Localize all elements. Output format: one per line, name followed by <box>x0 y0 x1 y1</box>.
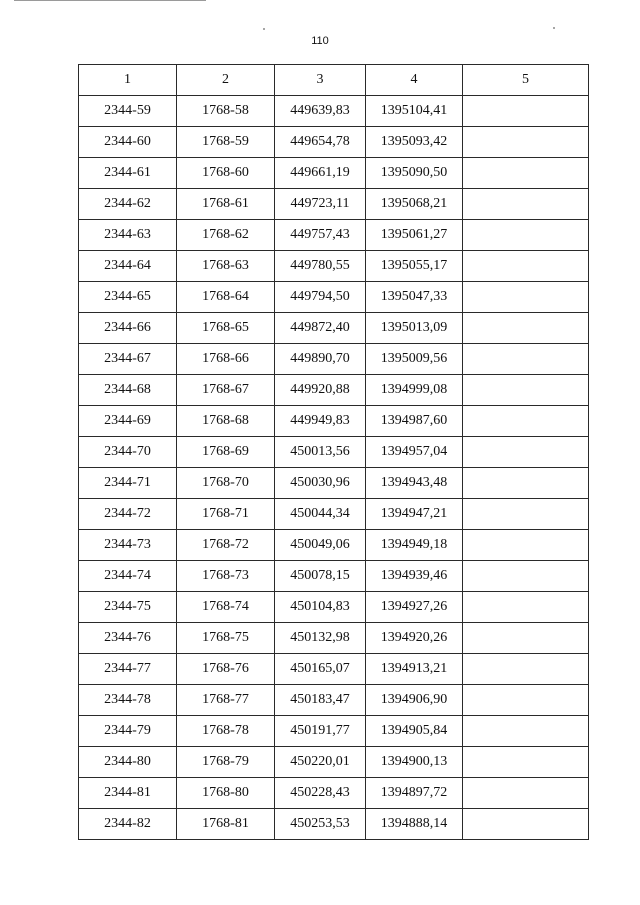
table-row <box>79 561 589 592</box>
x-coordinate-cell: 450228,43 <box>275 778 366 809</box>
table-row <box>79 127 589 158</box>
table-row <box>79 344 589 375</box>
ref-point-cell: 1768-73 <box>177 561 275 592</box>
note-cell <box>463 127 589 158</box>
note-cell <box>463 251 589 282</box>
ref-point-cell: 1768-58 <box>177 96 275 127</box>
x-coordinate-cell: 450183,47 <box>275 685 366 716</box>
table-row <box>79 623 589 654</box>
table-row <box>79 313 589 344</box>
ref-point-cell: 1768-79 <box>177 747 275 778</box>
note-cell <box>463 778 589 809</box>
column-header: 3 <box>275 65 366 96</box>
ref-point-cell: 1768-80 <box>177 778 275 809</box>
note-cell <box>463 809 589 840</box>
page-number: 110 <box>311 35 329 47</box>
table-row <box>79 282 589 313</box>
ref-point-cell: 1768-71 <box>177 499 275 530</box>
x-coordinate-cell: 450078,15 <box>275 561 366 592</box>
point-number-cell: 2344-67 <box>79 344 177 375</box>
scan-speck <box>553 27 555 29</box>
table-row <box>79 654 589 685</box>
table-row <box>79 437 589 468</box>
x-coordinate-cell: 449661,19 <box>275 158 366 189</box>
x-coordinate-cell: 449639,83 <box>275 96 366 127</box>
table-row <box>79 375 589 406</box>
y-coordinate-cell: 1395061,27 <box>366 220 463 251</box>
ref-point-cell: 1768-63 <box>177 251 275 282</box>
y-coordinate-cell: 1395093,42 <box>366 127 463 158</box>
point-number-cell: 2344-61 <box>79 158 177 189</box>
x-coordinate-cell: 450049,06 <box>275 530 366 561</box>
y-coordinate-cell: 1394987,60 <box>366 406 463 437</box>
point-number-cell: 2344-76 <box>79 623 177 654</box>
note-cell <box>463 158 589 189</box>
note-cell <box>463 344 589 375</box>
table-row <box>79 189 589 220</box>
x-coordinate-cell: 450191,77 <box>275 716 366 747</box>
y-coordinate-cell: 1395047,33 <box>366 282 463 313</box>
note-cell <box>463 313 589 344</box>
x-coordinate-cell: 449920,88 <box>275 375 366 406</box>
x-coordinate-cell: 449872,40 <box>275 313 366 344</box>
ref-point-cell: 1768-59 <box>177 127 275 158</box>
ref-point-cell: 1768-69 <box>177 437 275 468</box>
table-row <box>79 220 589 251</box>
x-coordinate-cell: 449780,55 <box>275 251 366 282</box>
point-number-cell: 2344-77 <box>79 654 177 685</box>
note-cell <box>463 561 589 592</box>
y-coordinate-cell: 1395104,41 <box>366 96 463 127</box>
ref-point-cell: 1768-72 <box>177 530 275 561</box>
x-coordinate-cell: 449757,43 <box>275 220 366 251</box>
point-number-cell: 2344-59 <box>79 96 177 127</box>
table-header-row <box>79 65 589 96</box>
note-cell <box>463 96 589 127</box>
note-cell <box>463 747 589 778</box>
column-header: 1 <box>79 65 177 96</box>
ref-point-cell: 1768-74 <box>177 592 275 623</box>
note-cell <box>463 220 589 251</box>
table-row <box>79 499 589 530</box>
ref-point-cell: 1768-65 <box>177 313 275 344</box>
x-coordinate-cell: 450104,83 <box>275 592 366 623</box>
y-coordinate-cell: 1395055,17 <box>366 251 463 282</box>
point-number-cell: 2344-81 <box>79 778 177 809</box>
point-number-cell: 2344-63 <box>79 220 177 251</box>
note-cell <box>463 282 589 313</box>
table-row <box>79 778 589 809</box>
point-number-cell: 2344-64 <box>79 251 177 282</box>
note-cell <box>463 406 589 437</box>
y-coordinate-cell: 1394897,72 <box>366 778 463 809</box>
x-coordinate-cell: 449794,50 <box>275 282 366 313</box>
ref-point-cell: 1768-61 <box>177 189 275 220</box>
y-coordinate-cell: 1394947,21 <box>366 499 463 530</box>
table-row <box>79 716 589 747</box>
y-coordinate-cell: 1394906,90 <box>366 685 463 716</box>
point-number-cell: 2344-75 <box>79 592 177 623</box>
column-header: 5 <box>463 65 589 96</box>
ref-point-cell: 1768-62 <box>177 220 275 251</box>
x-coordinate-cell: 449949,83 <box>275 406 366 437</box>
point-number-cell: 2344-72 <box>79 499 177 530</box>
y-coordinate-cell: 1394913,21 <box>366 654 463 685</box>
scan-edge-line <box>14 0 206 1</box>
ref-point-cell: 1768-66 <box>177 344 275 375</box>
point-number-cell: 2344-66 <box>79 313 177 344</box>
point-number-cell: 2344-73 <box>79 530 177 561</box>
x-coordinate-cell: 450013,56 <box>275 437 366 468</box>
table-row <box>79 530 589 561</box>
x-coordinate-cell: 450030,96 <box>275 468 366 499</box>
x-coordinate-cell: 450220,01 <box>275 747 366 778</box>
ref-point-cell: 1768-77 <box>177 685 275 716</box>
point-number-cell: 2344-62 <box>79 189 177 220</box>
note-cell <box>463 189 589 220</box>
table-body <box>79 96 589 840</box>
ref-point-cell: 1768-60 <box>177 158 275 189</box>
x-coordinate-cell: 450165,07 <box>275 654 366 685</box>
table-row <box>79 592 589 623</box>
ref-point-cell: 1768-67 <box>177 375 275 406</box>
y-coordinate-cell: 1394888,14 <box>366 809 463 840</box>
column-header: 2 <box>177 65 275 96</box>
y-coordinate-cell: 1394957,04 <box>366 437 463 468</box>
y-coordinate-cell: 1394900,13 <box>366 747 463 778</box>
note-cell <box>463 654 589 685</box>
note-cell <box>463 685 589 716</box>
point-number-cell: 2344-70 <box>79 437 177 468</box>
note-cell <box>463 499 589 530</box>
x-coordinate-cell: 449654,78 <box>275 127 366 158</box>
ref-point-cell: 1768-75 <box>177 623 275 654</box>
y-coordinate-cell: 1395009,56 <box>366 344 463 375</box>
note-cell <box>463 437 589 468</box>
table-row <box>79 685 589 716</box>
y-coordinate-cell: 1394949,18 <box>366 530 463 561</box>
point-number-cell: 2344-78 <box>79 685 177 716</box>
ref-point-cell: 1768-68 <box>177 406 275 437</box>
table-row <box>79 251 589 282</box>
x-coordinate-cell: 450044,34 <box>275 499 366 530</box>
y-coordinate-cell: 1395090,50 <box>366 158 463 189</box>
note-cell <box>463 530 589 561</box>
x-coordinate-cell: 449890,70 <box>275 344 366 375</box>
y-coordinate-cell: 1394920,26 <box>366 623 463 654</box>
point-number-cell: 2344-79 <box>79 716 177 747</box>
x-coordinate-cell: 449723,11 <box>275 189 366 220</box>
y-coordinate-cell: 1394905,84 <box>366 716 463 747</box>
note-cell <box>463 375 589 406</box>
ref-point-cell: 1768-64 <box>177 282 275 313</box>
y-coordinate-cell: 1394943,48 <box>366 468 463 499</box>
point-number-cell: 2344-68 <box>79 375 177 406</box>
point-number-cell: 2344-74 <box>79 561 177 592</box>
point-number-cell: 2344-60 <box>79 127 177 158</box>
ref-point-cell: 1768-81 <box>177 809 275 840</box>
column-header: 4 <box>366 65 463 96</box>
note-cell <box>463 468 589 499</box>
point-number-cell: 2344-69 <box>79 406 177 437</box>
x-coordinate-cell: 450132,98 <box>275 623 366 654</box>
y-coordinate-cell: 1395068,21 <box>366 189 463 220</box>
ref-point-cell: 1768-76 <box>177 654 275 685</box>
scan-speck <box>263 28 265 30</box>
point-number-cell: 2344-82 <box>79 809 177 840</box>
point-number-cell: 2344-65 <box>79 282 177 313</box>
note-cell <box>463 716 589 747</box>
table-row <box>79 747 589 778</box>
y-coordinate-cell: 1395013,09 <box>366 313 463 344</box>
note-cell <box>463 592 589 623</box>
note-cell <box>463 623 589 654</box>
y-coordinate-cell: 1394927,26 <box>366 592 463 623</box>
table-row <box>79 809 589 840</box>
point-number-cell: 2344-71 <box>79 468 177 499</box>
ref-point-cell: 1768-78 <box>177 716 275 747</box>
point-number-cell: 2344-80 <box>79 747 177 778</box>
coordinates-table <box>78 64 589 840</box>
x-coordinate-cell: 450253,53 <box>275 809 366 840</box>
ref-point-cell: 1768-70 <box>177 468 275 499</box>
table-row <box>79 406 589 437</box>
y-coordinate-cell: 1394939,46 <box>366 561 463 592</box>
table-row <box>79 158 589 189</box>
table-row <box>79 96 589 127</box>
table-row <box>79 468 589 499</box>
y-coordinate-cell: 1394999,08 <box>366 375 463 406</box>
